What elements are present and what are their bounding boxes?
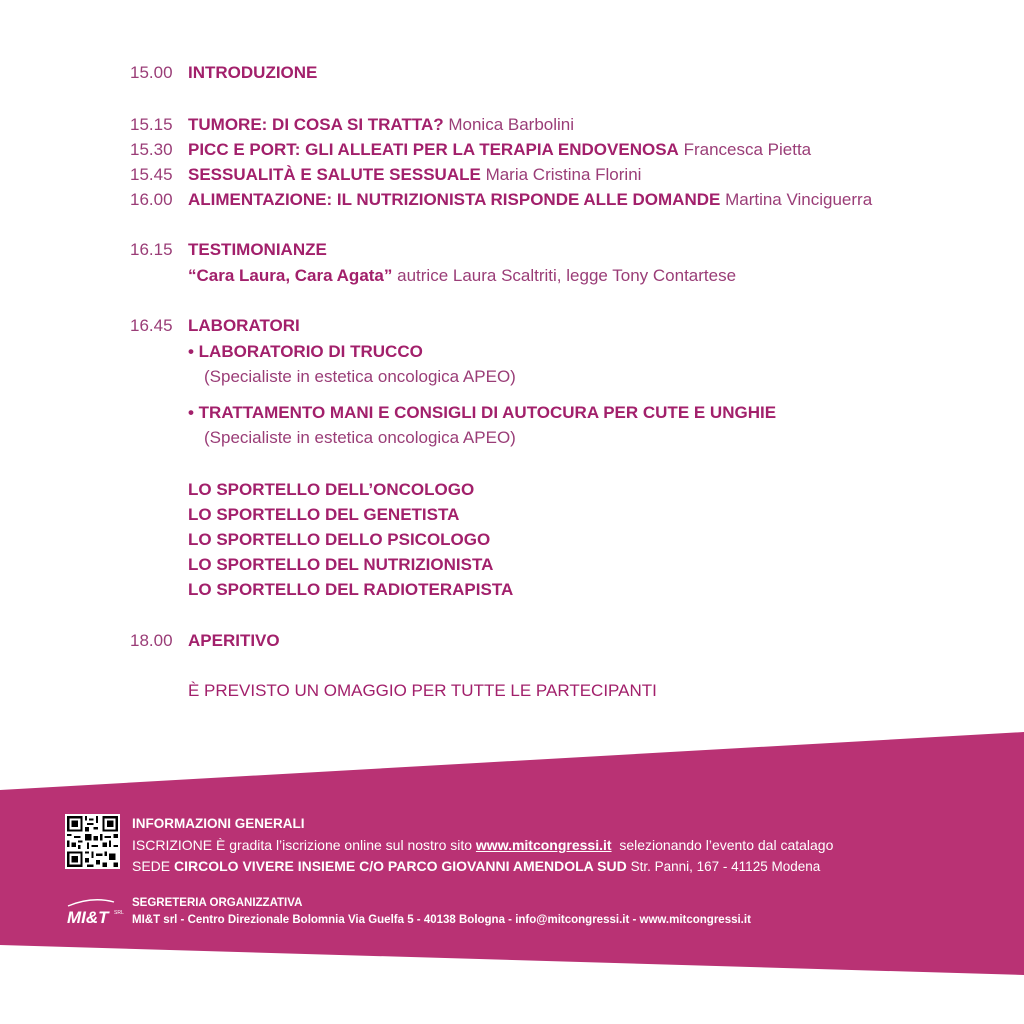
session-title: TESTIMONIANZE [188, 240, 327, 259]
iscrizione-tail: selezionando l’evento dal catalago [619, 837, 834, 853]
session-title: PICC E PORT: GLI ALLEATI PER LA TERAPIA ENDOVENOSA [188, 140, 679, 159]
sportello-label: LO SPORTELLO DELLO PSICOLOGO [188, 530, 491, 549]
reading-credits: autrice Laura Scaltriti, legge Tony Contartese [397, 266, 737, 285]
sede-line [132, 858, 820, 874]
sede-label: SEDE [132, 858, 171, 874]
info-title: INFORMAZIONI GENERALI [132, 816, 305, 831]
segreteria-line: MI&T srl - Centro Direzionale Bolomnia Via Guelfa 5 - 40138 Bologna - info@mitcongressi.it - www.mitcongressi.it [132, 914, 751, 926]
logo-text: MI&T [67, 908, 109, 927]
segreteria-title: SEGRETERIA ORGANIZZATIVA [132, 897, 303, 909]
session-title: TUMORE: DI COSA SI TRATTA? [188, 115, 444, 134]
session-title: APERITIVO [188, 631, 280, 650]
sede-place: CIRCOLO VIVERE INSIEME C/O PARCO GIOVANNI AMENDOLA SUD [174, 858, 627, 874]
lab-item-label: • TRATTAMENTO MANI E CONSIGLI DI AUTOCURA PER CUTE E UNGHIE [188, 403, 777, 422]
time-label: 15.45 [130, 165, 173, 184]
logo-srl: SRL [114, 910, 124, 916]
iscrizione-label: ISCRIZIONE [132, 837, 213, 853]
time-label: 16.00 [130, 190, 173, 209]
sede-address: Str. Panni, 167 - 41125 Modena [630, 859, 821, 874]
time-label: 15.15 [130, 115, 173, 134]
lab-item-note: (Specialiste in estetica oncologica APEO) [204, 428, 516, 447]
time-label: 15.00 [130, 63, 173, 82]
session-title: INTRODUZIONE [188, 63, 318, 82]
time-label: 16.15 [130, 240, 173, 259]
gift-notice-text: È PREVISTO UN OMAGGIO PER TUTTE LE PARTECIPANTI [188, 681, 657, 700]
mit-logo [64, 896, 124, 930]
speaker-name: Martina Vinciguerra [725, 190, 873, 209]
session-title: ALIMENTAZIONE: IL NUTRIZIONISTA RISPONDE ALLE DOMANDE [188, 190, 721, 209]
time-label: 16.45 [130, 316, 173, 335]
sportello-label: LO SPORTELLO DEL NUTRIZIONISTA [188, 555, 494, 574]
book-title: “Cara Laura, Cara Agata” [188, 266, 393, 285]
session-title: LABORATORI [188, 316, 300, 335]
lab-item-note: (Specialiste in estetica oncologica APEO) [204, 367, 516, 386]
speaker-name: Maria Cristina Florini [485, 165, 642, 184]
time-label: 15.30 [130, 140, 173, 159]
sportello-label: LO SPORTELLO DEL RADIOTERAPISTA [188, 580, 514, 599]
time-label: 18.00 [130, 631, 173, 650]
iscrizione-line [132, 837, 833, 853]
website-link[interactable]: www.mitcongressi.it [475, 837, 612, 853]
lab-item-label: • LABORATORIO DI TRUCCO [188, 342, 423, 361]
sportello-label: LO SPORTELLO DELL’ONCOLOGO [188, 480, 475, 499]
speaker-name: Monica Barbolini [448, 115, 575, 134]
iscrizione-text: È gradita l’iscrizione online sul nostro sito [216, 837, 473, 853]
session-title: SESSUALITÀ E SALUTE SESSUALE [188, 165, 481, 184]
speaker-name: Francesca Pietta [683, 140, 812, 159]
sportello-label: LO SPORTELLO DEL GENETISTA [188, 505, 460, 524]
qr-code-icon [65, 814, 120, 869]
